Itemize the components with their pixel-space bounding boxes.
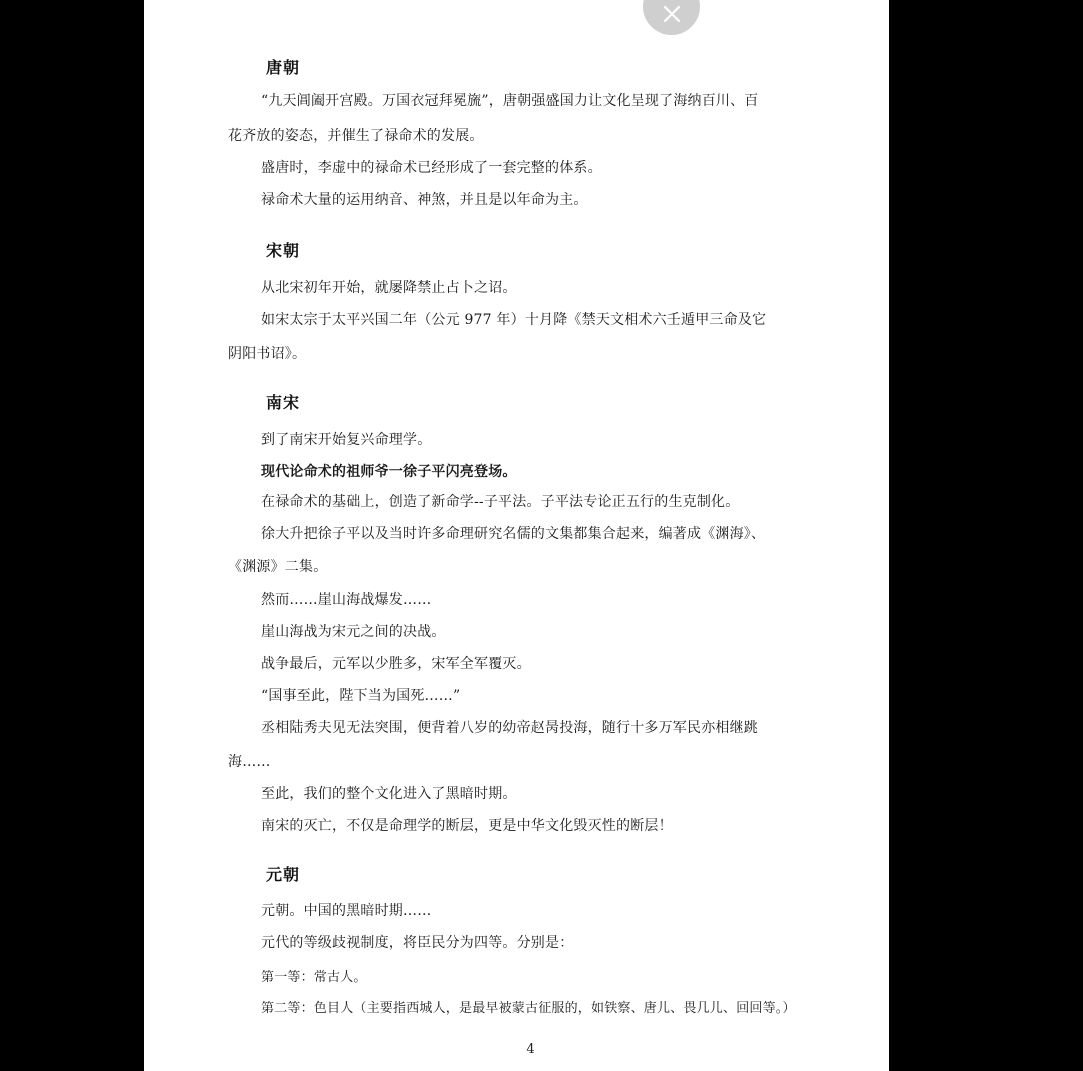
close-icon (663, 0, 681, 27)
paragraph-line: 至此，我们的整个文化进入了黑暗时期。 (261, 786, 517, 802)
paragraph-line: 战争最后，元军以少胜多，宋军全军覆灭。 (261, 656, 531, 672)
page-number: 4 (526, 1042, 535, 1057)
paragraph-line: 在禄命术的基础上，创造了新命学--子平法。子平法专论正五行的生克制化。 (261, 494, 740, 510)
paragraph-line: 徐大升把徐子平以及当时许多命理研究名儒的文集都集合起来，编著成《渊海》、 (261, 526, 766, 542)
paragraph-line: 然而……崖山海战爆发…… (261, 592, 432, 608)
close-button[interactable] (643, 0, 700, 35)
paragraph-line-bold: 现代论命术的祖师爷一徐子平闪亮登场。 (261, 464, 517, 480)
paragraph-line: 《渊源》二集。 (228, 559, 328, 575)
paragraph-line: 从北宋初年开始，就屡降禁止占卜之诏。 (261, 280, 517, 296)
paragraph-line: 盛唐时，李虚中的禄命术已经形成了一套完整的体系。 (261, 160, 602, 176)
paragraph-line: 第一等：常古人。 (261, 970, 367, 985)
paragraph-line: “九天阊阖开宫殿。万国衣冠拜冕旒”，唐朝强盛国力让文化呈现了海纳百川、百 (261, 93, 759, 109)
paragraph-line: 到了南宋开始复兴命理学。 (261, 432, 432, 448)
document-page (144, 0, 889, 1071)
paragraph-line: 如宋太宗于太平兴国二年（公元 977 年）十月降《禁天文相术六壬遁甲三命及它 (261, 312, 767, 328)
section-heading-yuan: 元朝 (266, 865, 301, 884)
paragraph-line: 元代的等级歧视制度，将臣民分为四等。分别是： (261, 935, 574, 951)
paragraph-line: 崖山海战为宋元之间的决战。 (261, 624, 446, 640)
section-heading-tang: 唐朝 (266, 58, 301, 77)
paragraph-line: 花齐放的姿态，并催生了禄命术的发展。 (228, 128, 484, 144)
paragraph-line: “国事至此，陛下当为国死……” (261, 688, 461, 704)
paragraph-line: 元朝。中国的黑暗时期…… (261, 903, 432, 919)
paragraph-line: 海…… (228, 754, 271, 770)
section-heading-song: 宋朝 (266, 241, 301, 260)
paragraph-line: 阴阳书诏》。 (228, 346, 307, 362)
paragraph-line: 第二等：色目人（主要指西城人，是最早被蒙古征服的，如铁察、唐儿、畏几儿、回回等。） (261, 1001, 796, 1016)
paragraph-line: 南宋的灭亡，不仅是命理学的断层，更是中华文化毁灭性的断层！ (261, 818, 673, 834)
paragraph-line: 丞相陆秀夫见无法突围，便背着八岁的幼帝赵昺投海，随行十多万军民亦相继跳 (261, 720, 758, 736)
section-heading-nansong: 南宋 (266, 393, 301, 412)
paragraph-line: 禄命术大量的运用纳音、神煞，并且是以年命为主。 (261, 192, 588, 208)
